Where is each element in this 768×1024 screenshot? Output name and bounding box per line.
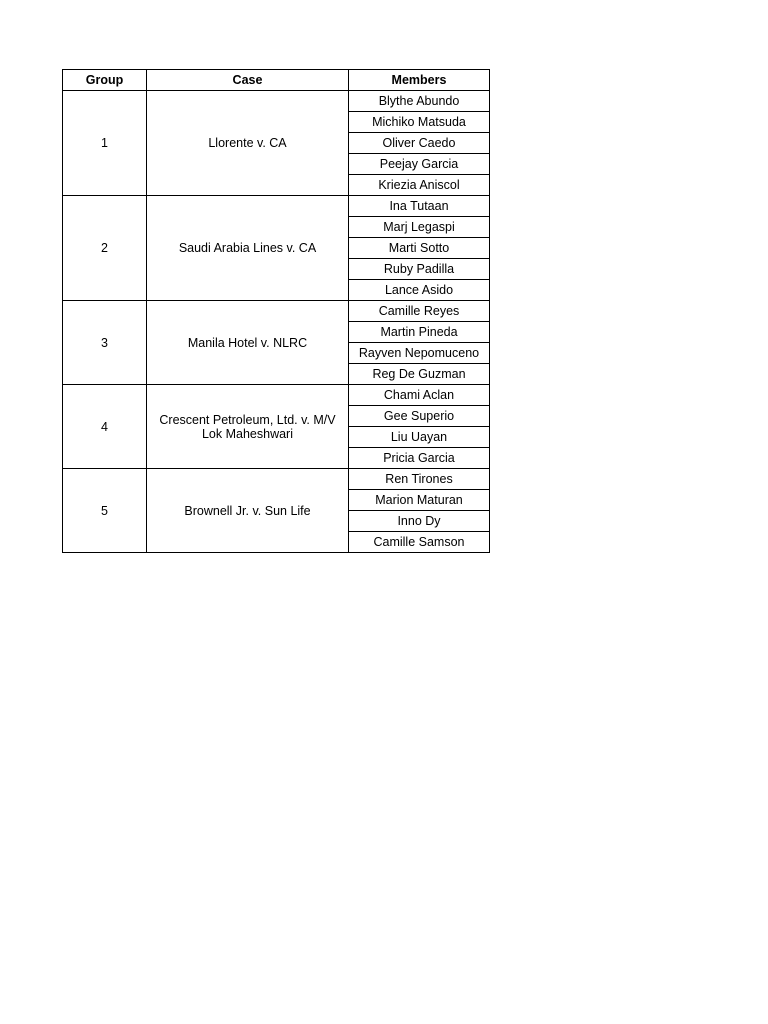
table-row — [63, 469, 490, 490]
group-number-cell: 3 — [63, 301, 147, 385]
table-row — [63, 196, 490, 217]
table-row — [63, 301, 490, 322]
header-members: Members — [349, 70, 490, 91]
member-name-cell: Peejay Garcia — [349, 154, 490, 175]
member-name-cell: Reg De Guzman — [349, 364, 490, 385]
member-name-cell: Rayven Nepomuceno — [349, 343, 490, 364]
member-name-cell: Kriezia Aniscol — [349, 175, 490, 196]
member-name-cell: Oliver Caedo — [349, 133, 490, 154]
member-name-cell: Chami Aclan — [349, 385, 490, 406]
case-name-cell: Brownell Jr. v. Sun Life — [147, 469, 349, 553]
member-name-cell: Lance Asido — [349, 280, 490, 301]
case-name-cell: Llorente v. CA — [147, 91, 349, 196]
header-row — [63, 70, 490, 91]
group-number-cell: 5 — [63, 469, 147, 553]
member-name-cell: Gee Superio — [349, 406, 490, 427]
member-name-cell: Ina Tutaan — [349, 196, 490, 217]
table-row — [63, 91, 490, 112]
table-row — [63, 385, 490, 406]
member-name-cell: Camille Reyes — [349, 301, 490, 322]
case-name-cell: Crescent Petroleum, Ltd. v. M/V Lok Maheshwari — [147, 385, 349, 469]
member-name-cell: Blythe Abundo — [349, 91, 490, 112]
member-name-cell: Pricia Garcia — [349, 448, 490, 469]
member-name-cell: Inno Dy — [349, 511, 490, 532]
member-name-cell: Liu Uayan — [349, 427, 490, 448]
group-number-cell: 4 — [63, 385, 147, 469]
member-name-cell: Marion Maturan — [349, 490, 490, 511]
header-group: Group — [63, 70, 147, 91]
member-name-cell: Ruby Padilla — [349, 259, 490, 280]
member-name-cell: Martin Pineda — [349, 322, 490, 343]
table-body — [63, 91, 490, 553]
member-name-cell: Marti Sotto — [349, 238, 490, 259]
header-case: Case — [147, 70, 349, 91]
group-number-cell: 1 — [63, 91, 147, 196]
member-name-cell: Camille Samson — [349, 532, 490, 553]
spreadsheet-area — [62, 69, 490, 553]
member-name-cell: Michiko Matsuda — [349, 112, 490, 133]
member-name-cell: Marj Legaspi — [349, 217, 490, 238]
group-number-cell: 2 — [63, 196, 147, 301]
member-name-cell: Ren Tirones — [349, 469, 490, 490]
case-name-cell: Saudi Arabia Lines v. CA — [147, 196, 349, 301]
group-assignment-table — [62, 69, 490, 553]
case-name-cell: Manila Hotel v. NLRC — [147, 301, 349, 385]
